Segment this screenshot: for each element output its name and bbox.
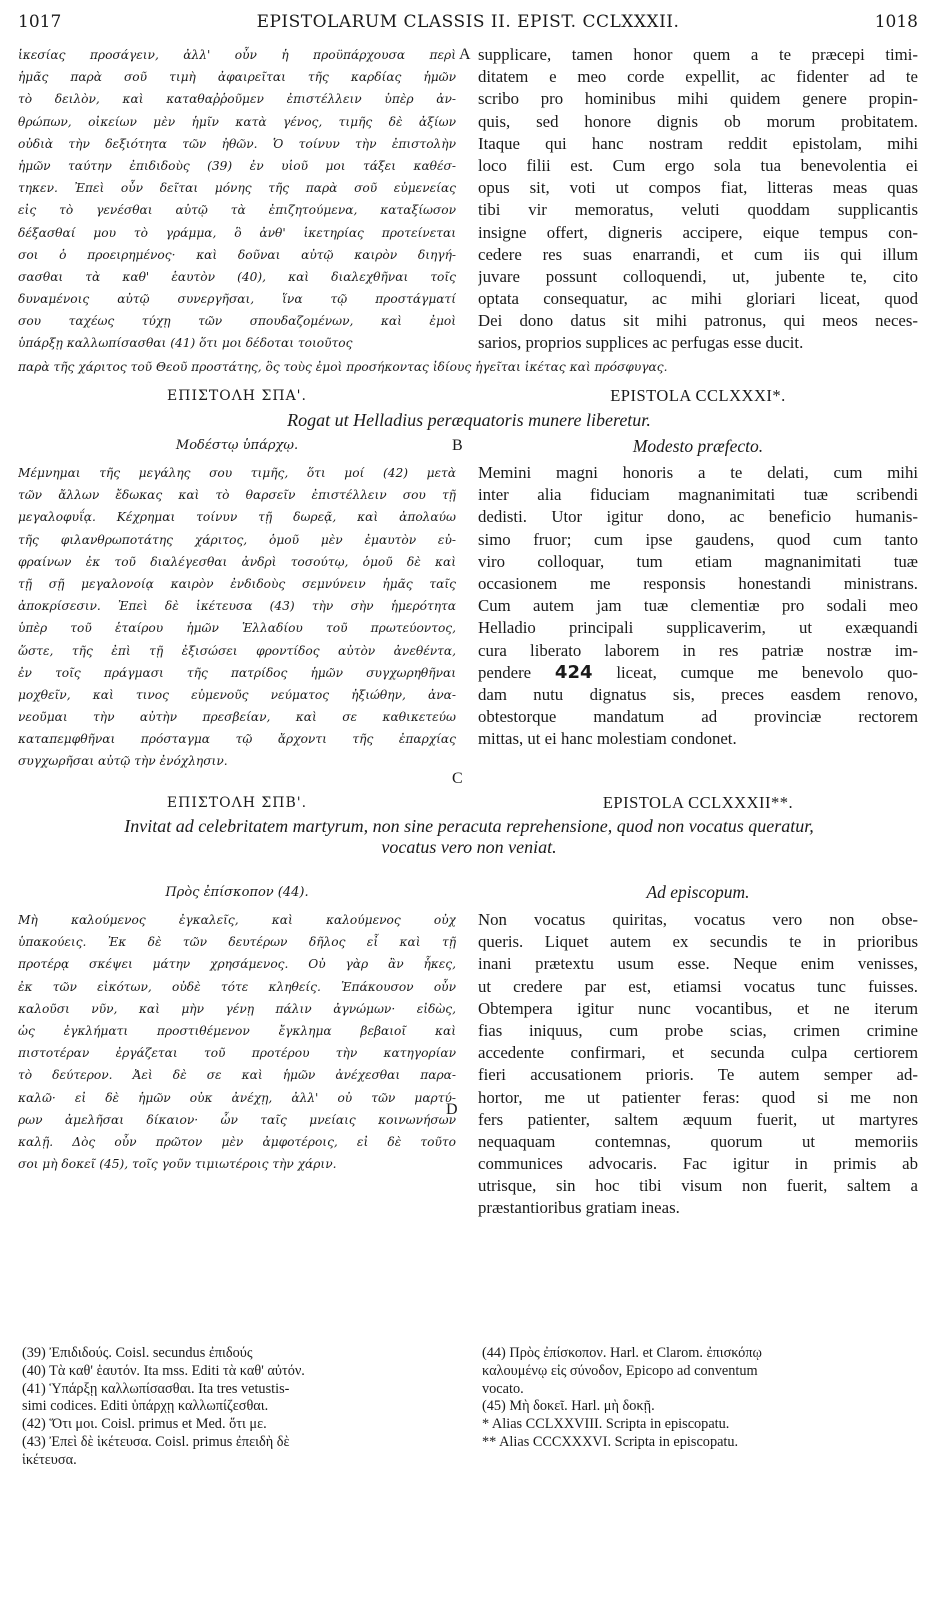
footnote-line: vocato. bbox=[482, 1380, 524, 1397]
column-page-number: 424 bbox=[554, 661, 593, 683]
ep281-greek-heading: ΕΠΙΣΤΟΛΗ ΣΠΑ'. bbox=[167, 388, 307, 404]
text-line: præstantioribus gratiam ineas. bbox=[478, 1198, 680, 1218]
text-line: ὡς ἐγκλήματι προστιθέμενον ἔγκλημα βεβαιοῖ καὶ bbox=[18, 1023, 456, 1038]
text-line: ut credere par est, etiamsi vocatus tunc fuisses. bbox=[478, 976, 918, 996]
text-line: Non vocatus quiritas, vocatus vero non obse- bbox=[478, 910, 918, 929]
text-line: utrisque, sin hoc tibi visum non fuerit, saltem a bbox=[478, 1176, 918, 1196]
text-line: viro colloquar, tum etiam magnanimitati tuæ bbox=[478, 551, 918, 571]
text-line: accedente confirmari, et secunda culpa certiorem bbox=[478, 1043, 918, 1063]
text-line: δυναμένοις αὐτῷ συνεργῆσαι, ἵνα τῷ προστάγματί bbox=[18, 292, 456, 307]
ep280-latin-column bbox=[478, 44, 918, 355]
footnote-line: simi codices. Editi ὑπάρχῃ καλλωπίζεσθαι. bbox=[22, 1398, 269, 1415]
text-fragment: liceat, cumque me benevolo quo- bbox=[616, 662, 918, 682]
text-line: εἰς τὸ γενέσθαι αὐτῷ τὰ ἐπιζητούμενα, καταξίωσον bbox=[18, 203, 456, 218]
footnote-line: (43) Ἐπεὶ δὲ ἱκέτευσα. Coisl. primus ἐπειδὴ δὲ bbox=[22, 1433, 290, 1450]
text-line: quis, sed honore dignis ob morum probitatem. bbox=[478, 111, 918, 131]
text-line: σου ταχέως τύχῃ τῶν σπουδαζομένων, καὶ ἐμοὶ bbox=[18, 314, 456, 329]
text-line: τῆς φιλανθρωποτάτης χάριτος, ὁμοῦ μὲν ἐμαυτὸν εὐ- bbox=[18, 532, 456, 547]
running-header bbox=[18, 6, 918, 36]
text-line: συγχωρῆσαι αὐτῷ τὴν ἐνόχλησιν. bbox=[18, 754, 228, 769]
ep282-summary bbox=[18, 816, 920, 858]
text-line: δέξασθαί μου τὸ γράμμα, ὃ ἀνθ' ἱκετηρίας προτείνεται bbox=[18, 225, 456, 240]
text-line: dedisti. Utor igitur dono, ac beneficio humanis- bbox=[478, 507, 918, 527]
text-line: inani prætextu usum esse. Neque enim venisses, bbox=[478, 954, 918, 974]
text-line: hortor, me ut patienter feras: quod si me non bbox=[478, 1087, 918, 1107]
text-line: Cum autem jam tuæ clementiæ pro sodali meo bbox=[478, 596, 918, 616]
text-line: ὑπάρξῃ καλλωπίσασθαι (41) ὅτι μοι δέδοται τοιοῦτος bbox=[18, 336, 353, 351]
text-line: insigne offert, digneris accipere, eique tempus con- bbox=[478, 222, 918, 242]
text-line: communices advocaris. Fac igitur in primis ab bbox=[478, 1154, 918, 1174]
text-line: ditatem e meo corde expellit, ac fidenter ad te bbox=[478, 67, 918, 87]
text-line: τηκεν. Ἐπεὶ οὖν δεῖται μόνης τῆς παρὰ σοῦ εὐμενείας bbox=[18, 181, 456, 196]
footnote-line: (45) Μὴ δοκεῖ. Harl. μὴ δοκῇ. bbox=[482, 1398, 655, 1415]
text-line: σοι ὁ προειρημένος· καὶ δοῦναι αὐτῷ καιρὸν διηγή- bbox=[18, 247, 456, 262]
ep282-summary-line2: vocatus vero non veniat. bbox=[381, 837, 557, 857]
text-line: optata consequatur, ac mihi gloriari liceat, quod bbox=[478, 289, 918, 309]
page-number-left: 1017 bbox=[18, 12, 62, 32]
text-line: simo fruor; cum ipse gaudens, quod cum tanto bbox=[478, 529, 918, 549]
text-line: fers patienter, saltem æquum fuerit, ut martyres bbox=[478, 1109, 918, 1129]
text-line: supplicare, tamen honor quem a te præcepi timi- bbox=[478, 45, 918, 64]
ep281-latin-column bbox=[478, 462, 918, 750]
text-line: ὑπὲρ τοῦ ἑταίρου ἡμῶν Ἑλλαδίου τοῦ πρωτεύοντος, bbox=[18, 621, 456, 636]
text-line: μεγαλοφυΐᾳ. Κέχρημαι τοίνυν τῇ δωρεᾷ, καὶ ἀπολαύω bbox=[18, 510, 456, 525]
text-line: καλῶ· εἰ δὲ ἡμῶν οὐκ ἀνέχῃ, ἀλλ' οὐ τῶν μαρτύ- bbox=[18, 1090, 456, 1105]
text-line: προτέρᾳ σκέψει μάτην χρησάμενος. Οὐ γὰρ ἂν ἧκες, bbox=[18, 957, 456, 972]
ep282-latin-address: Ad episcopum. bbox=[646, 882, 750, 902]
text-line: ἡμᾶς παρὰ σοῦ τιμὴ ἀφαιρεῖται τῆς καρδίας ἡμῶν bbox=[18, 70, 456, 85]
margin-marker-a: A bbox=[459, 46, 471, 63]
footnote-line: καλουμένῳ εἰς σύνοδον, Epicopo ad conventum bbox=[482, 1362, 758, 1379]
text-line bbox=[478, 662, 918, 684]
text-line: ἡμῶν ταύτην ἐπιδιδοὺς (39) ἐν υἱοῦ μοι τάξει καθέσ- bbox=[18, 158, 456, 173]
text-line: σοι μὴ δοκεῖ (45), τοῖς γοῦν τιμιωτέροις τὴν χάριν. bbox=[18, 1157, 337, 1172]
text-fragment: pendere bbox=[478, 662, 532, 682]
text-line: dam nutu dignatus sis, preces easdem renovo, bbox=[478, 684, 918, 704]
text-line: loco filii est. Cum ergo sola tua benevolentia ei bbox=[478, 155, 918, 175]
ep281-greek-address: Μοδέστῳ ὑπάρχῳ. bbox=[175, 438, 299, 453]
text-line: νεοῦμαι τὴν αὐτὴν πρεσβείαν, καὶ σε καθικετεύω bbox=[18, 710, 456, 725]
text-line: nequaquam contemnas, quorum ut memoriis bbox=[478, 1131, 918, 1151]
footnote-line: * Alias CCLXXVIII. Scripta in episcopatu. bbox=[482, 1416, 730, 1433]
text-line: καταπεμφθῆναι πρόσταγμα τῷ ἄρχοντι τῆς ἐπαρχίας bbox=[18, 732, 456, 747]
text-line: Itaque qui hanc nostram reddit epistolam, mihi bbox=[478, 133, 918, 153]
text-line: ἐν τοῖς πράγμασι τῆς πατρίδος ἡμῶν συγχωρηθῆναι bbox=[18, 665, 456, 680]
text-line: inter alia fiduciam magnanimitati tuæ scribendi bbox=[478, 485, 918, 505]
text-line: fieri accusationem prioris. Te autem semper ad- bbox=[478, 1065, 918, 1085]
text-line: mittas, ut ei hanc molestiam condonet. bbox=[478, 729, 737, 749]
text-line: opus sit, voti ut compos fiat, litteras meas quas bbox=[478, 178, 918, 198]
ep281-greek-column bbox=[18, 462, 456, 773]
text-line: sarios, proprios supplices ac perfugas esse ducit. bbox=[478, 333, 804, 353]
text-line: τὸ δεύτερον. Ἀεὶ δὲ σε καὶ ἡμῶν ἀνέχεσθαι παρα- bbox=[18, 1068, 456, 1083]
margin-marker-b: B bbox=[452, 437, 463, 454]
text-line: Μέμνημαι τῆς μεγάλης σου τιμῆς, ὅτι μοί (42) μετὰ bbox=[18, 466, 456, 480]
text-line: πιστοτέραν ἐργάζεται τοῦ προτέρου τὴν κατηγορίαν bbox=[18, 1046, 456, 1061]
text-line: τῶν ἄλλων ἔδωκας καὶ τὸ θαρσεῖν ἐπιστέλλειν σου τῇ bbox=[18, 488, 456, 503]
text-line: τὸ δειλὸν, καὶ καταθαῤῥοῦμεν ἐπιστέλλειν ὑπὲρ ἀν- bbox=[18, 92, 456, 107]
text-line: obtestorque mandatum ad provinciæ rectorem bbox=[478, 707, 918, 727]
text-line: Memini magni honoris a te delati, cum mihi bbox=[478, 463, 918, 482]
text-line: φραίνων ἐκ τοῦ διαλέγεσθαι ἀνδρὶ τοσούτῳ, ὁμοῦ δὲ καὶ bbox=[18, 554, 456, 569]
text-line: ἐκ τῶν εἰκότων, οὐδὲ τότε κληθείς. Ἐπάκουσον οὖν bbox=[18, 979, 456, 994]
text-line: θρώπων, οἰκείων μὲν ἡμῖν κατὰ γένος, τιμῆς δὲ ἀξίων bbox=[18, 114, 456, 129]
text-line: Helladio principali supplicaverim, ut exæquandi bbox=[478, 618, 918, 638]
footnotes-left bbox=[22, 1345, 452, 1470]
ep282-greek-column bbox=[18, 909, 456, 1175]
text-line: καλοῦσι νῦν, καὶ μὴν γένῃ πάλιν ἀγνώμων· εἰδὼς, bbox=[18, 1001, 456, 1016]
ep280-greek-full-line: παρὰ τῆς χάριτος τοῦ Θεοῦ προστάτης, ὃς τοὺς ἐμοὶ προσήκοντας ἰδίους ἡγεῖται ἱκέτας καὶ πρόσφυγας. bbox=[18, 360, 668, 374]
text-line: τῇ σῇ μεγαλονοίᾳ καιρὸν ἐνδιδοὺς σεμνύνειν ἡμᾶς ταῖς bbox=[18, 576, 456, 591]
text-line: καλῇ. Δὸς οὖν πρῶτον μὲν ἀμφοτέροις, εἰ δὲ τοῦτο bbox=[18, 1134, 456, 1149]
footnote-line: (39) Ἐπιδιδούς. Coisl. secundus ἐπιδούς bbox=[22, 1345, 253, 1361]
footnote-line: (44) Πρὸς ἐπίσκοπον. Harl. et Clarom. ἐπισκόπῳ bbox=[482, 1345, 762, 1361]
text-line: Obtempera igitur nunc vocantibus, et ne iterum bbox=[478, 998, 918, 1018]
ep282-greek-address: Πρὸς ἐπίσκοπον (44). bbox=[165, 885, 309, 900]
footnote-line: ἱκέτευσα. bbox=[22, 1451, 77, 1468]
footnote-line: ** Alias CCCXXXVI. Scripta in episcopatu. bbox=[482, 1433, 739, 1450]
footnote-line: (40) Τὰ καθ' ἑαυτόν. Ita mss. Editi τὰ καθ' αὐτόν. bbox=[22, 1362, 305, 1379]
ep282-summary-line1: Invitat ad celebritatem martyrum, non sine peracuta reprehensione, quod non vocatus queratur, bbox=[124, 816, 814, 836]
text-line: fias iniquus, cum probe scias, crimen crimine bbox=[478, 1020, 918, 1040]
footnote-line: (42) Ὅτι μοι. Coisl. primus et Med. ὅτι με. bbox=[22, 1416, 267, 1433]
text-line: scribo pro hominibus mihi quidem genere propin- bbox=[478, 89, 918, 109]
margin-marker-c: C bbox=[452, 770, 463, 787]
page-number-right: 1018 bbox=[874, 12, 918, 32]
ep281-summary: Rogat ut Helladius peræquatoris munere liberetur. bbox=[287, 410, 651, 430]
text-line: ἀποκρίσεσιν. Ἐπεὶ δὲ ἱκέτευσα (43) τὴν σὴν ἡμερότητα bbox=[18, 599, 456, 614]
text-line: ρων ἀμελῆσαι δίκαιον· ὧν ταῖς μνείαις κοινωνήσων bbox=[18, 1112, 456, 1127]
text-line: ὥστε, τῆς ἐπὶ τῇ ἐξισώσει φροντίδος αὐτὸν ἀνεθέντα, bbox=[18, 643, 456, 658]
ep282-latin-column bbox=[478, 909, 918, 1220]
footnotes-right bbox=[482, 1345, 920, 1452]
text-line: οὐδιὰ τὴν δεξιότητα τῶν ἠθῶν. Ὁ τοίνυν τὴν ἐπιστολὴν bbox=[18, 136, 456, 151]
text-line: juvare possunt colloquendi, ut, jubente te, cito bbox=[478, 266, 918, 286]
text-line: tibi vir memoratus, veluti quoddam supplicantis bbox=[478, 200, 918, 220]
ep282-greek-heading: ΕΠΙΣΤΟΛΗ ΣΠΒ'. bbox=[166, 795, 308, 811]
text-line: Dei dono datus sit mihi patronus, qui meos neces- bbox=[478, 311, 918, 331]
text-line: ὑπακούεις. Ἐκ δὲ τῶν δευτέρων δῆλος εἶ καὶ τῇ bbox=[18, 935, 456, 950]
text-line: queris. Liquet autem ex secundis te in prioribus bbox=[478, 932, 918, 952]
ep282-latin-heading: EPISTOLA CCLXXXII**. bbox=[602, 793, 794, 812]
text-line: Μὴ καλούμενος ἐγκαλεῖς, καὶ καλούμενος οὐχ bbox=[18, 913, 456, 927]
ep281-latin-heading: EPISTOLA CCLXXXI*. bbox=[610, 386, 786, 405]
ep280-greek-column bbox=[18, 44, 456, 355]
text-line: μοχθεῖν, καὶ τινος εὐμενοῦς νεύματος ἠξιώθην, ἀνα- bbox=[18, 687, 456, 702]
text-line: occasionem me responsis honestandi ministrans. bbox=[478, 573, 918, 593]
running-title: EPISTOLARUM CLASSIS II. EPIST. CCLXXXII. bbox=[256, 12, 680, 32]
ep281-latin-address: Modesto præfecto. bbox=[632, 436, 764, 456]
text-line: cura liberato laborem in res patriæ nostræ im- bbox=[478, 640, 918, 660]
margin-marker-d: D bbox=[446, 1101, 458, 1118]
footnote-line: (41) Ὑπάρξῃ καλλωπίσασθαι. Ita tres vetustis- bbox=[22, 1380, 290, 1397]
text-line: ἱκεσίας προσάγειν, ἀλλ' οὖν ἡ προϋπάρχουσα περὶ bbox=[18, 48, 456, 62]
text-line: σασθαι τὰ καθ' ἑαυτὸν (40), καὶ διαλεχθῆναι τοῖς bbox=[18, 269, 456, 284]
text-line: cedere res suas enarrandi, et cum iis qui illum bbox=[478, 244, 918, 264]
